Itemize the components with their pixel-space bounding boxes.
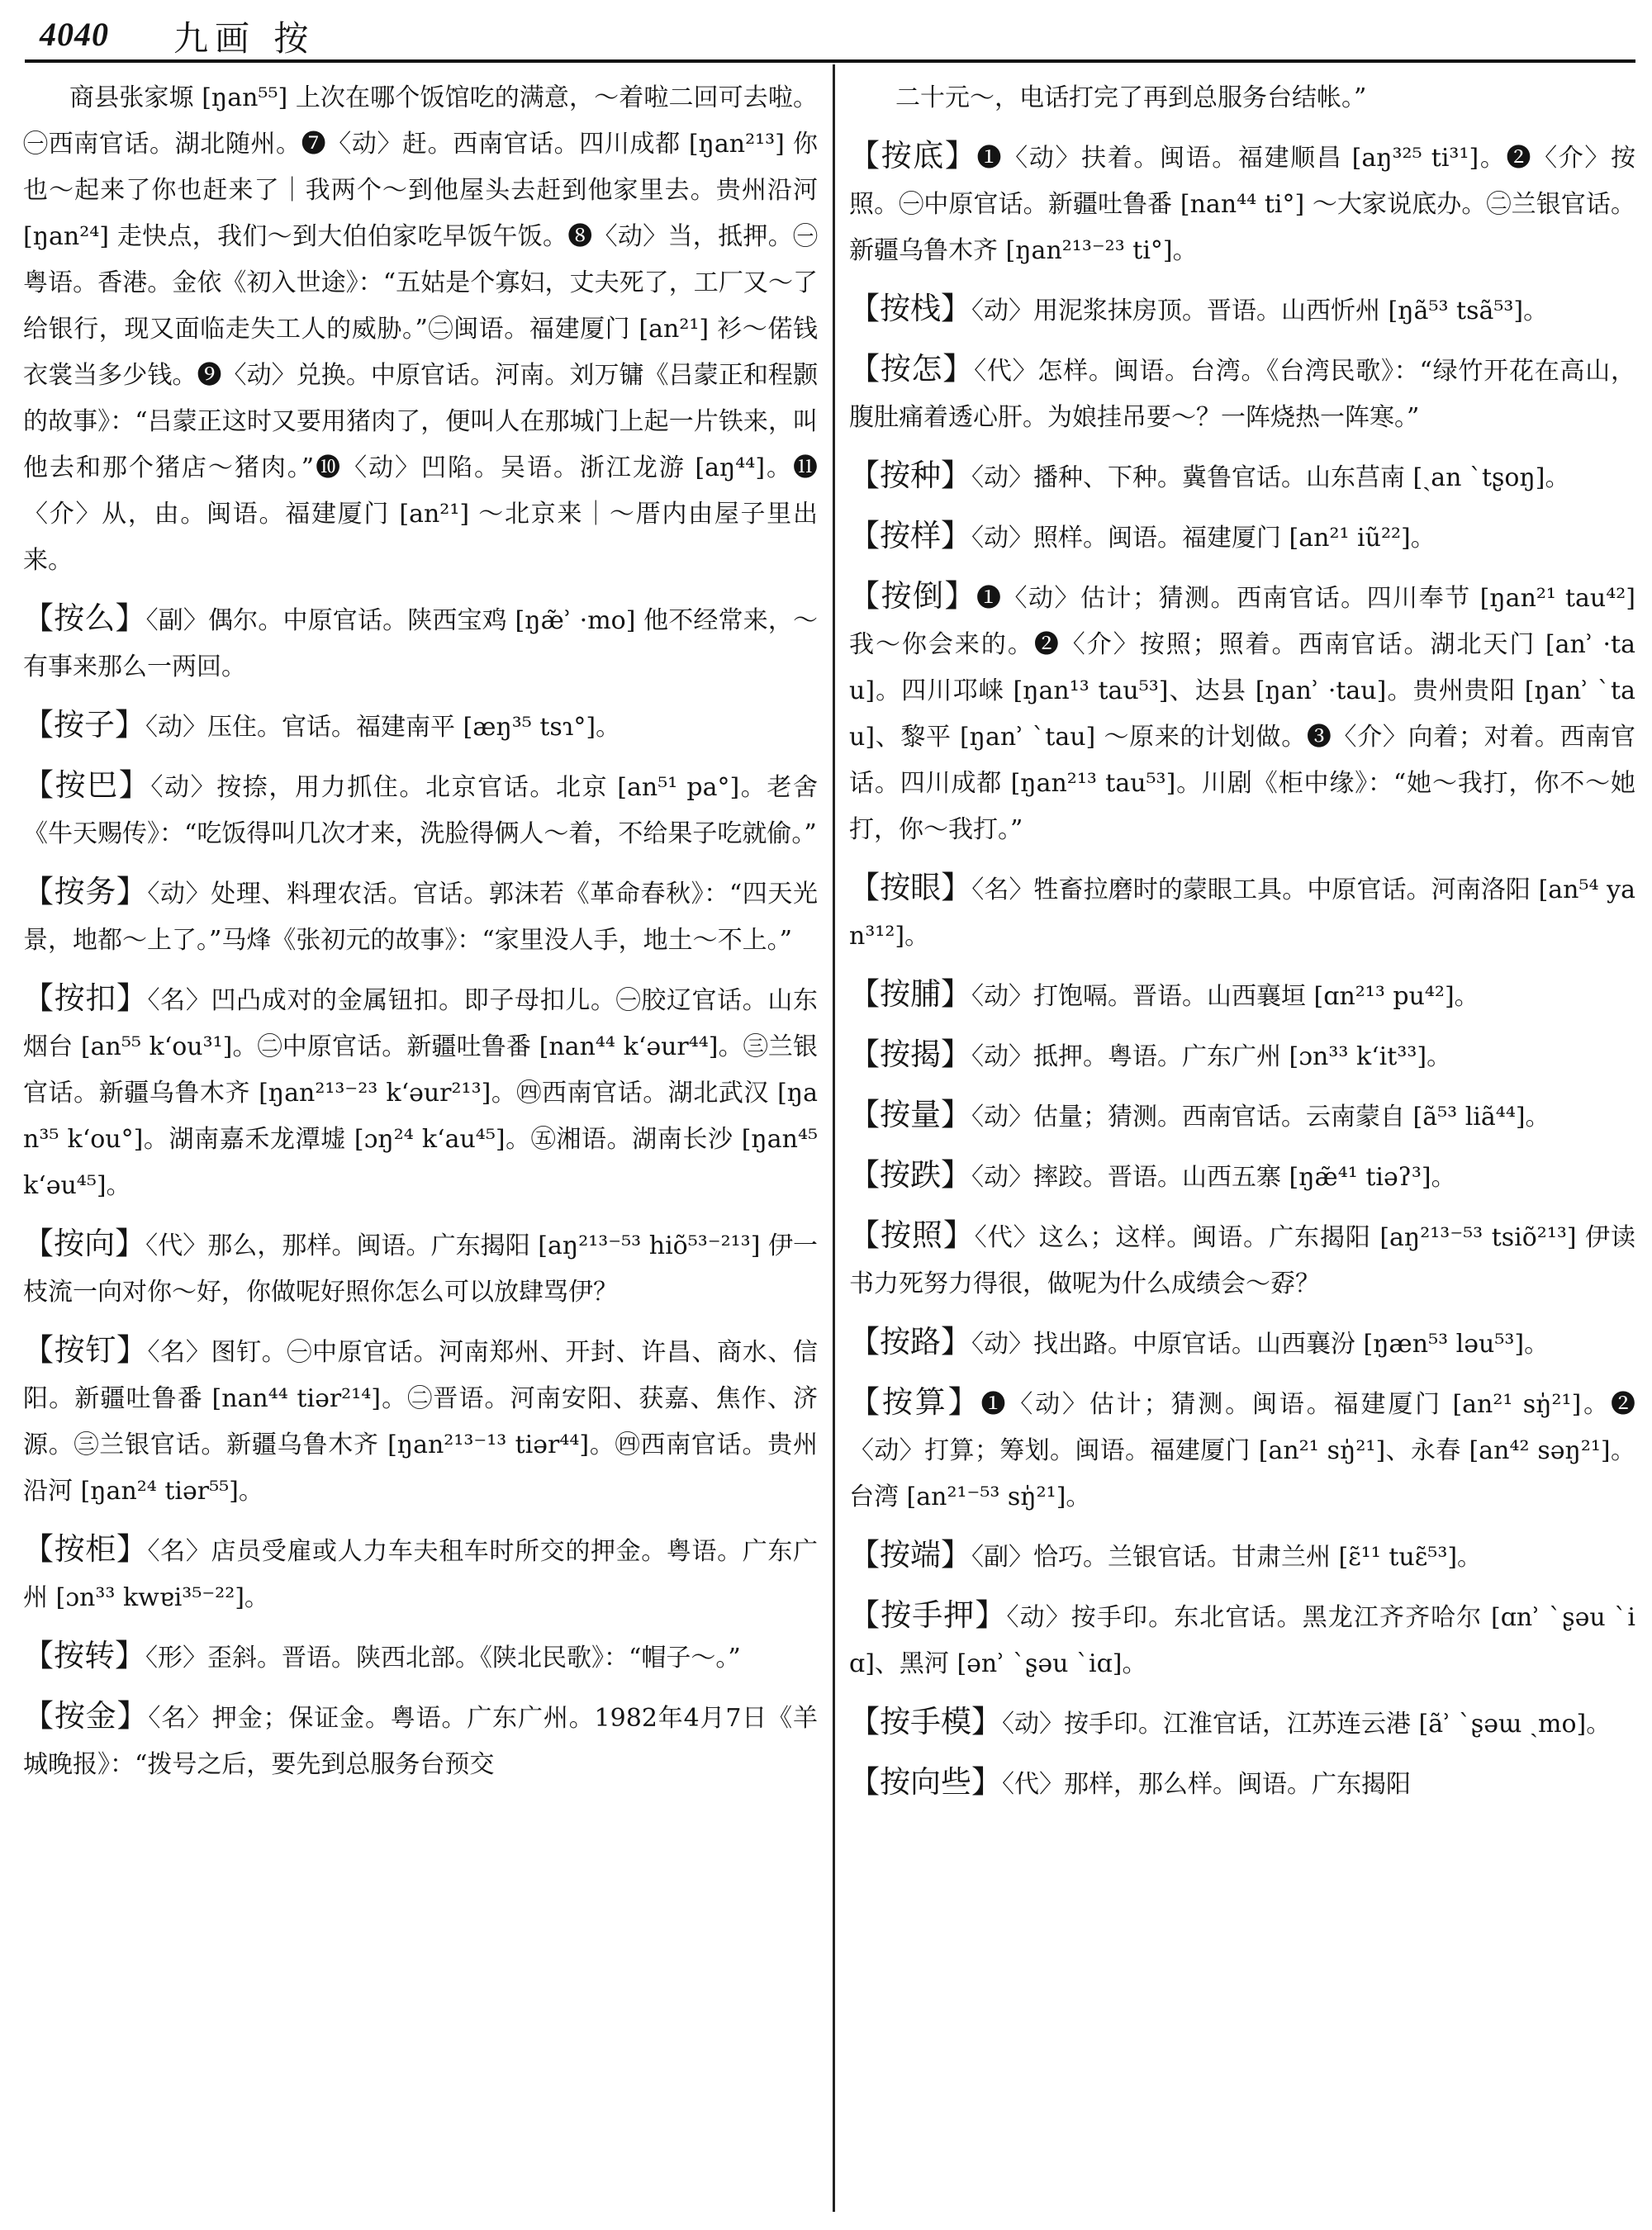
entry-headword: 【按金】: [23, 1698, 149, 1734]
entry-text: 〈动〉照样。闽语。福建厦门 [an²¹ iũ²²]。: [971, 524, 1436, 553]
dictionary-entry: [23, 1327, 818, 1515]
dictionary-entry: [849, 513, 1635, 562]
entry-text: 〈动〉按捺，用力抓住。北京官话。北京 [an⁵¹ pa°]。老舍《牛天赐传》：“吃饭得叫几次才来，洗脸得俩人～着，不给果子吃就偷。”: [23, 773, 818, 848]
dictionary-entry: [849, 1319, 1635, 1368]
column-divider: [833, 64, 835, 2212]
entry-headword: 【按样】: [849, 518, 971, 553]
dictionary-entry: [849, 1152, 1635, 1201]
entry-text: 〈动〉压住。官话。福建南平 [æŋ³⁵ tsɿ°]。: [145, 713, 621, 742]
entry-text: 〈动〉播种、下种。冀鲁官话。山东莒南 [ˏan ˋtʂoŋ]。: [971, 463, 1570, 492]
entry-text: 〈名〉凹凸成对的金属钮扣。即子母扣儿。㊀胶辽官话。山东烟台 [an⁵⁵ kʻou³¹]。㊁中原官话。新疆吐鲁番 [nan⁴⁴ kʻəur⁴⁴]。㊂兰银官话。新疆乌鲁木齐 [ŋan²¹³⁻²³ kʻəur²¹³]。㊃西南官话。湖北武汉 [ŋan³⁵ kʻou°]。湖南嘉禾龙潭墟 [ɔŋ²⁴ kʻau⁴⁵]。㊄湘语。湖南长沙 [ŋan⁴⁵ kʻəu⁴⁵]。: [23, 986, 818, 1200]
dictionary-entry: [849, 971, 1635, 1020]
dictionary-entry: [23, 975, 818, 1209]
dictionary-entry: [23, 595, 818, 690]
entry-text: 〈动〉摔跤。晋语。山西五寨 [ŋæ̃⁴¹ tiəʔ³]。: [971, 1163, 1456, 1192]
left-column: [23, 73, 818, 2220]
dictionary-entry: [849, 1699, 1635, 1748]
entry-text: 〈形〉歪斜。晋语。陕西北部。《陕北民歌》：“帽子～。”: [145, 1644, 741, 1672]
entry-text: 〈动〉打饱嗝。晋语。山西襄垣 [ɑn²¹³ pu⁴²]。: [971, 982, 1479, 1011]
entry-headword: 【按揭】: [849, 1037, 971, 1072]
entry-text: 〈动〉抵押。粤语。广东广州 [ɔn³³ kʻit³³]。: [971, 1042, 1452, 1071]
entry-headword: 【按钉】: [23, 1332, 148, 1368]
dictionary-entry: [849, 133, 1635, 274]
entry-text: ❶〈动〉估计；猜测。西南官话。四川奉节 [ŋan²¹ tau⁴²] 我～你会来的。❷〈介〉按照；照着。西南官话。湖北天门 [anʾ ·tau]。四川邛崃 [ŋan¹³ tau⁵³]、达县 [ŋanʾ ·tau]。贵州贵阳 [ŋanʾ ˋtau]、黎平 [ŋanʾ ˋtau] ～原来的计划做。❸〈介〉向着；对着。西南官话。四川成都 [ŋan²¹³ tau⁵³]。川剧《柜中缘》：“她～我打，你不～她打，你～我打。”: [849, 584, 1635, 844]
entry-headword: 【按柜】: [23, 1531, 148, 1567]
entry-headword: 【按路】: [849, 1324, 971, 1359]
entry-text: 〈名〉押金；保证金。粤语。广东广州。1982年4月7日《羊城晚报》：“拨号之后，要先到总服务台预交: [23, 1704, 818, 1779]
dictionary-entry: [23, 869, 818, 964]
dictionary-entry: [849, 1379, 1635, 1521]
dictionary-entry: [849, 346, 1635, 441]
entry-text: 〈副〉偶尔。中原官话。陕西宝鸡 [ŋæ̃ʾ ·mo] 他不经常来，～有事来那么一两回。: [23, 606, 818, 681]
entry-text: 〈名〉图钉。㊀中原官话。河南郑州、开封、许昌、商水、信阳。新疆吐鲁番 [nan⁴⁴ tiər²¹⁴]。㊁晋语。河南安阳、获嘉、焦作、济源。㊂兰银官话。新疆乌鲁木齐 [ŋan²¹³⁻¹³ tiər⁴⁴]。㊃西南官话。贵州沿河 [ŋan²⁴ tiər⁵⁵]。: [23, 1338, 818, 1506]
page-title: 九画 按: [173, 18, 316, 59]
entry-headword: 【按么】: [23, 600, 146, 636]
dictionary-entry: [849, 1092, 1635, 1141]
entry-text: ❶〈动〉估计；猜测。闽语。福建厦门 [an²¹ sŋ̍²¹]。❷〈动〉打算；筹划。闽语。福建厦门 [an²¹ sŋ̍²¹]、永春 [an⁴² səŋ²¹]。台湾 [an²¹⁻⁵³ sŋ̍²¹]。: [849, 1390, 1635, 1511]
dictionary-entry: [23, 1693, 818, 1788]
entry-headword: 【按手模】: [849, 1704, 1002, 1739]
entry-headword: 【按转】: [23, 1638, 145, 1673]
entry-headword: 【按巴】: [23, 767, 151, 803]
entry-text: ❶〈动〉扶着。闽语。福建顺昌 [aŋ³²⁵ ti³¹]。❷〈介〉按照。㊀中原官话。新疆吐鲁番 [nan⁴⁴ ti°] ～大家说底办。㊁兰银官话。新疆乌鲁木齐 [ŋan²¹³⁻²³ ti°]。: [849, 144, 1635, 265]
entry-headword: 【按量】: [849, 1097, 971, 1132]
entry-text: 〈名〉店员受雇或人力车夫租车时所交的押金。粤语。广东广州 [ɔn³³ kwɐi³⁵⁻²²]。: [23, 1537, 818, 1612]
entry-headword: 【按扣】: [23, 980, 148, 1016]
entry-text: 〈动〉找出路。中原官话。山西襄汾 [ŋæn⁵³ ləu⁵³]。: [971, 1330, 1550, 1359]
dictionary-entry: [849, 1212, 1635, 1307]
dictionary-entry: [23, 702, 818, 751]
entry-headword: 【按底】: [849, 138, 977, 173]
dictionary-entry: [849, 1032, 1635, 1080]
entry-headword: 【按子】: [23, 707, 145, 743]
entry-text: 〈动〉处理、料理农活。官话。郭沫若《革命春秋》：“四天光景，地都～上了。”马烽《张初元的故事》：“家里没人手，地土～不上。”: [23, 880, 818, 955]
entry-headword: 【按栈】: [849, 291, 971, 326]
dictionary-entry: [849, 1532, 1635, 1581]
dictionary-entry: [849, 73, 1635, 121]
entry-headword: 【按跌】: [849, 1157, 971, 1193]
dictionary-entry: [23, 1221, 818, 1316]
entry-headword: 【按倒】: [849, 578, 977, 614]
dictionary-entry: [23, 1633, 818, 1682]
entry-text: 〈代〉那样，那么样。闽语。广东揭阳: [1002, 1770, 1411, 1799]
entry-headword: 【按脯】: [849, 976, 971, 1012]
entry-headword: 【按算】: [849, 1384, 981, 1420]
entry-headword: 【按种】: [849, 458, 971, 493]
entry-headword: 【按务】: [23, 874, 148, 909]
entry-headword: 【按向】: [23, 1226, 146, 1261]
entry-text: 〈代〉那么，那样。闽语。广东揭阳 [aŋ²¹³⁻⁵³ hiõ⁵³⁻²¹³] 伊一枝流一向对你～好，你做呢好照你怎么可以放肆骂伊？: [23, 1231, 818, 1307]
dictionary-entry: [849, 865, 1635, 960]
dictionary-entry: [849, 573, 1635, 853]
entry-text: 〈动〉估量；猜测。西南官话。云南蒙自 [ã⁵³ liã⁴⁴]。: [971, 1103, 1550, 1132]
entry-text: 〈副〉恰巧。兰银官话。甘肃兰州 [ɛ̃¹¹ tuɛ̃⁵³]。: [971, 1543, 1483, 1572]
entry-text: 〈动〉按手印。东北官话。黑龙江齐齐哈尔 [ɑnʾ ˋʂəu ˋiɑ]、黑河 [ənʾ ˋʂəu ˋiɑ]。: [849, 1603, 1635, 1678]
entry-text: 〈代〉这么；这样。闽语。广东揭阳 [aŋ²¹³⁻⁵³ tsiõ²¹³] 伊读书力死努力得很，做呢为什么成绩会～孬？: [849, 1223, 1635, 1298]
entry-text: 〈动〉按手印。江淮官话，江苏连云港 [ãʾ ˋʂəɯ ˏmo]。: [1002, 1710, 1612, 1739]
entry-text: 商县张家塬 [ŋan⁵⁵] 上次在哪个饭馆吃的满意，～着啦二回可去啦。㊀西南官话。湖北随州。❼〈动〉赶。西南官话。四川成都 [ŋan²¹³] 你也～起来了你也赶来了｜我两个～到他屋头去赶到他家里去。贵州沿河 [ŋan²⁴] 走快点，我们～到大伯伯家吃早饭午饭。❽〈动〉当，抵押。㊀粤语。香港。金依《初入世途》：“五姑是个寡妇，丈夫死了，工厂又～了给银行，现又面临走失工人的威胁。”㊁闽语。福建厦门 [an²¹] 衫～偌钱衣裳当多少钱。❾〈动〉兑换。中原官话。河南。刘万镛《吕蒙正和程颢的故事》：“吕蒙正这时又要用猪肉了，便叫人在那城门上起一片铁来，叫他去和那个猪店～猪肉。”❿〈动〉凹陷。吴语。浙江龙游 [aŋ⁴⁴]。⓫〈介〉从，由。闽语。福建厦门 [an²¹] ～北京来｜～厝内由屋子里出来。: [23, 83, 818, 575]
entry-headword: 【按照】: [849, 1217, 975, 1253]
entry-headword: 【按手押】: [849, 1597, 1007, 1633]
entry-headword: 【按怎】: [849, 351, 975, 387]
page-number: 4040: [40, 16, 109, 53]
entry-headword: 【按眼】: [849, 870, 972, 905]
dictionary-entry: [23, 762, 818, 857]
dictionary-entry: [849, 453, 1635, 501]
entry-headword: 【按向些】: [849, 1764, 1002, 1800]
dictionary-entry: [849, 286, 1635, 334]
dictionary-entry: [23, 73, 818, 584]
right-column: [849, 73, 1635, 2220]
page-header: [0, 0, 1652, 58]
dictionary-entry: [849, 1592, 1635, 1687]
entry-text: 〈动〉用泥浆抹房顶。晋语。山西忻州 [ŋã⁵³ tsã⁵³]。: [971, 297, 1549, 325]
entry-text: 二十元～，电话打完了再到总服务台结帐。”: [895, 83, 1367, 112]
dictionary-entry: [23, 1526, 818, 1621]
dictionary-entry: [849, 1759, 1635, 1808]
header-rule: [25, 59, 1635, 63]
entry-headword: 【按端】: [849, 1537, 971, 1573]
entry-text: 〈代〉怎样。闽语。台湾。《台湾民歌》：“绿竹开花在高山，腹肚痛着透心肝。为娘挂吊要～？一阵烧热一阵寒。”: [849, 357, 1635, 432]
entry-text: 〈名〉牲畜拉磨时的蒙眼工具。中原官话。河南洛阳 [an⁵⁴ yan³¹²]。: [849, 875, 1635, 951]
